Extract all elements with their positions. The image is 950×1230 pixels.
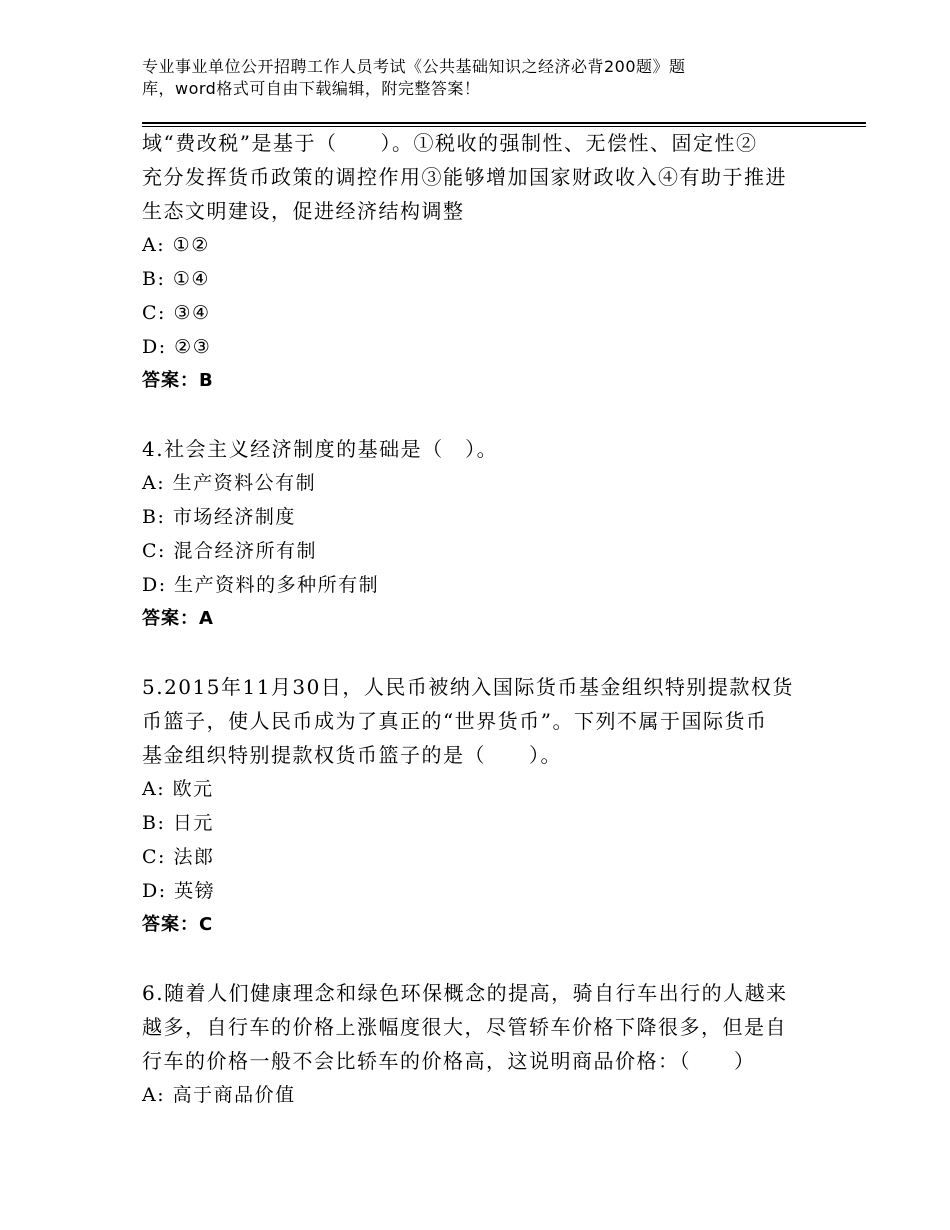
answer-label: 答案：B <box>142 370 214 391</box>
option-a: A: 高于商品价值 <box>142 1084 296 1106</box>
option-a: A: ①② <box>142 234 210 256</box>
option-d: D: ②③ <box>142 336 212 358</box>
question-block-5 <box>142 670 842 942</box>
question-line: 币篮子，使人民币成为了真正的“世界货币”。下列不属于国际货币 <box>142 709 768 733</box>
question-line: 越多，自行车的价格上涨幅度很大，尽管轿车价格下降很多，但是自 <box>142 1015 787 1039</box>
question-line: 5.2015年11月30日，人民币被纳入国际货币基金组织特别提款权货 <box>142 675 794 699</box>
question-block-4 <box>142 432 842 636</box>
document-header <box>142 56 782 100</box>
option-a: A: 欧元 <box>142 778 214 800</box>
option-d: D: 生产资料的多种所有制 <box>142 574 380 596</box>
answer-label: 答案：C <box>142 914 214 935</box>
question-list <box>142 126 842 1112</box>
question-block-3 <box>142 126 842 398</box>
option-c: C: 法郎 <box>142 846 215 868</box>
question-text <box>142 976 842 1078</box>
option-d: D: 英镑 <box>142 880 216 902</box>
question-text <box>142 670 842 772</box>
question-line: 行车的价格一般不会比轿车的价格高，这说明商品价格：（ ） <box>142 1049 756 1073</box>
header-line-2: 库，word格式可自由下载编辑，附完整答案！ <box>142 79 481 98</box>
option-b: B: 日元 <box>142 812 214 834</box>
question-text <box>142 432 842 466</box>
option-c: C: ③④ <box>142 302 211 324</box>
question-text <box>142 126 842 228</box>
question-line: 充分发挥货币政策的调控作用③能够增加国家财政收入④有助于推进 <box>142 165 787 189</box>
option-b: B: ①④ <box>142 268 210 290</box>
question-block-6 <box>142 976 842 1112</box>
question-line: 域“费改税”是基于（ ）。①税收的强制性、无偿性、固定性② <box>142 131 758 155</box>
header-line-1: 专业事业单位公开招聘工作人员考试《公共基础知识之经济必背200题》题 <box>142 57 686 76</box>
question-line: 6.随着人们健康理念和绿色环保概念的提高，骑自行车出行的人越来 <box>142 981 788 1005</box>
option-b: B: 市场经济制度 <box>142 506 296 528</box>
header-divider-thick <box>142 122 866 124</box>
answer-label: 答案：A <box>142 608 214 629</box>
option-a: A: 生产资料公有制 <box>142 472 317 494</box>
question-line: 基金组织特别提款权货币篮子的是（ ）。 <box>142 743 562 767</box>
option-c: C: 混合经济所有制 <box>142 540 317 562</box>
question-line: 4.社会主义经济制度的基础是（ ）。 <box>142 437 499 461</box>
question-line: 生态文明建设，促进经济结构调整 <box>142 199 465 223</box>
